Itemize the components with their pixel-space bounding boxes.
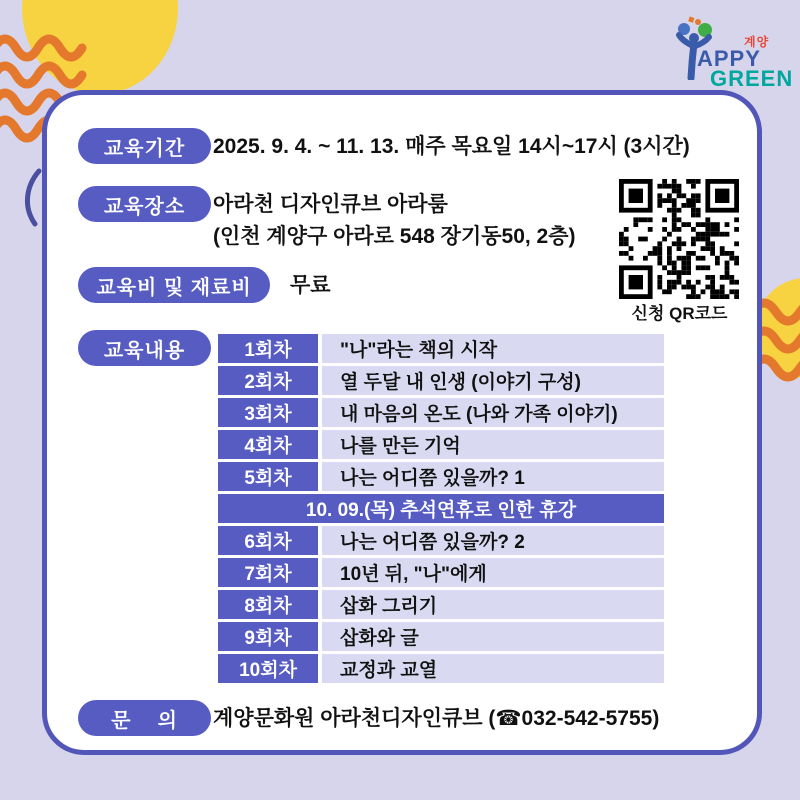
schedule-topic-cell: 나는 어디쯤 있을까? 2 — [322, 526, 664, 555]
schedule-session-cell: 2회차 — [218, 366, 318, 395]
schedule-topic-cell: 교정과 교열 — [322, 654, 664, 683]
education-place-label: 교육장소 — [78, 186, 211, 222]
schedule-session-cell: 7회차 — [218, 558, 318, 587]
education-period-value: 2025. 9. 4. ~ 11. 13. 매주 목요일 14시~17시 (3시간) — [213, 135, 690, 158]
schedule-row — [218, 462, 664, 491]
schedule-row — [218, 526, 664, 555]
schedule-topic-cell: 삽화 그리기 — [322, 590, 664, 619]
yellow-blob-decoration — [22, 0, 178, 94]
schedule-row — [218, 334, 664, 363]
schedule-topic-cell: 10년 뒤, "나"에게 — [322, 558, 664, 587]
education-content-label: 교육내용 — [78, 330, 211, 366]
schedule-session-cell: 9회차 — [218, 622, 318, 651]
schedule-topic-cell: 나를 만든 기억 — [322, 430, 664, 459]
schedule-topic-cell: 삽화와 글 — [322, 622, 664, 651]
qr-caption: 신청 QR코드 — [631, 304, 728, 323]
schedule-session-cell: 3회차 — [218, 398, 318, 427]
schedule-session-cell: 4회차 — [218, 430, 318, 459]
schedule-row — [218, 558, 664, 587]
education-fee-label: 교육비 및 재료비 — [78, 267, 270, 303]
schedule-notice-row — [218, 494, 664, 523]
schedule-session-cell: 6회차 — [218, 526, 318, 555]
schedule-notice-text: 10. 09.(목) 추석연휴로 인한 휴강 — [218, 494, 664, 523]
education-place-line1: 아라천 디자인큐브 아라룸 — [213, 193, 448, 216]
schedule-topic-cell: 내 마음의 온도 (나와 가족 이야기) — [322, 398, 664, 427]
logo-line1-text: APPY — [697, 46, 761, 71]
education-period-label: 교육기간 — [78, 128, 211, 164]
schedule-row — [218, 398, 664, 427]
schedule-row — [218, 654, 664, 683]
education-place-line2: (인천 계양구 아라로 548 장기동50, 2층) — [213, 225, 576, 248]
schedule-row — [218, 590, 664, 619]
curve-doodle-decoration — [27, 171, 39, 224]
schedule-session-cell: 10회차 — [218, 654, 318, 683]
schedule-row — [218, 622, 664, 651]
inquiry-value: 계양문화원 아라천디자인큐브 (☎032-542-5755) — [213, 707, 660, 730]
poster-card — [42, 90, 762, 755]
schedule-session-cell: 1회차 — [218, 334, 318, 363]
schedule-row — [218, 366, 664, 395]
happy-green-logo — [672, 16, 794, 90]
schedule-topic-cell: 열 두달 내 인생 (이야기 구성) — [322, 366, 664, 395]
schedule-table — [218, 334, 664, 686]
inquiry-label: 문 의 — [78, 700, 211, 736]
schedule-row — [218, 430, 664, 459]
logo-line2-text: GREEN — [710, 66, 794, 91]
education-fee-value: 무료 — [290, 274, 331, 297]
schedule-topic-cell: 나는 어디쯤 있을까? 1 — [322, 462, 664, 491]
schedule-session-cell: 5회차 — [218, 462, 318, 491]
schedule-topic-cell: "나"라는 책의 시작 — [322, 334, 664, 363]
qr-code — [619, 179, 739, 299]
logo-region-text: 계양 — [744, 35, 770, 49]
schedule-session-cell: 8회차 — [218, 590, 318, 619]
